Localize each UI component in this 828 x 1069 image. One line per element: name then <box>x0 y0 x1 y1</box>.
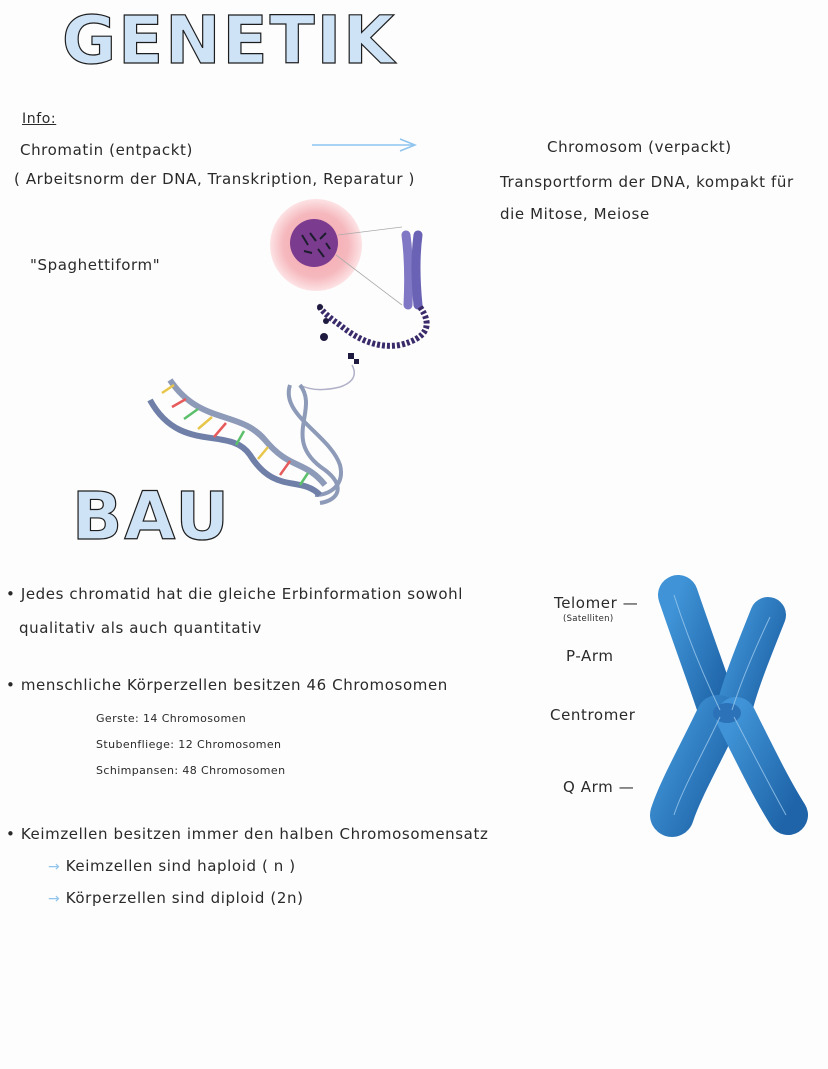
example-gerste: Gerste: 14 Chromosomen <box>96 712 247 725</box>
chromatin-title: Chromatin (entpackt) <box>20 141 193 159</box>
section-title-bau: BAU <box>72 478 231 555</box>
chromatin-fiber-icon <box>318 305 427 346</box>
chromosom-title: Chromosom (verpackt) <box>547 138 732 156</box>
arrow-chromatin-to-chromosom-icon <box>310 137 420 153</box>
example-stubenfliege: Stubenfliege: 12 Chromosomen <box>96 738 282 751</box>
chromatin-form: "Spaghettiform" <box>30 256 161 274</box>
page-title: GENETIK <box>62 2 397 79</box>
condensed-chromosome-icon <box>406 235 418 305</box>
bullet-3-text: Keimzellen besitzen immer den halben Chromosomensatz <box>20 825 489 843</box>
bullet-2 <box>6 676 448 694</box>
sub-bullet-haploid <box>48 857 296 875</box>
bullet-2-text: menschliche Körperzellen besitzen 46 Chromosomen <box>20 676 448 694</box>
nucleus-icon <box>290 219 338 267</box>
sub-bullet-haploid-text: Keimzellen sind haploid ( n ) <box>65 857 296 875</box>
centromere-icon <box>713 703 741 723</box>
dna-packing-illustration <box>140 195 440 515</box>
bullet-1-line-1 <box>6 585 463 603</box>
chromatin-description: ( Arbeitsnorm der DNA, Transkription, Reparatur ) <box>14 170 415 188</box>
bullet-dot-icon: • <box>6 676 16 694</box>
label-centromer: Centromer <box>550 706 636 724</box>
bullet-dot-icon: • <box>6 825 16 843</box>
bullet-3 <box>6 825 488 843</box>
label-satelliten: (Satelliten) <box>563 614 614 624</box>
label-p-arm: P-Arm <box>566 647 614 665</box>
arrow-right-icon: → <box>48 891 61 907</box>
chromosom-description-line-1: Transportform der DNA, kompakt für <box>500 173 794 191</box>
info-label: Info: <box>22 111 57 127</box>
label-telomer: Telomer — <box>554 594 639 612</box>
bullet-dot-icon: • <box>6 585 16 603</box>
sub-bullet-diploid-text: Körperzellen sind diploid (2n) <box>65 889 304 907</box>
x-chromosome-illustration <box>640 575 815 845</box>
bullet-1-line-2: qualitativ als auch quantitativ <box>19 619 262 637</box>
sub-bullet-diploid <box>48 889 304 907</box>
bullet-1-text: Jedes chromatid hat die gleiche Erbinformation sowohl <box>20 585 464 603</box>
chromosom-description-line-2: die Mitose, Meiose <box>500 205 650 223</box>
example-schimpansen: Schimpansen: 48 Chromosomen <box>96 764 286 777</box>
arrow-right-icon: → <box>48 859 61 875</box>
label-q-arm: Q Arm — <box>563 778 635 796</box>
